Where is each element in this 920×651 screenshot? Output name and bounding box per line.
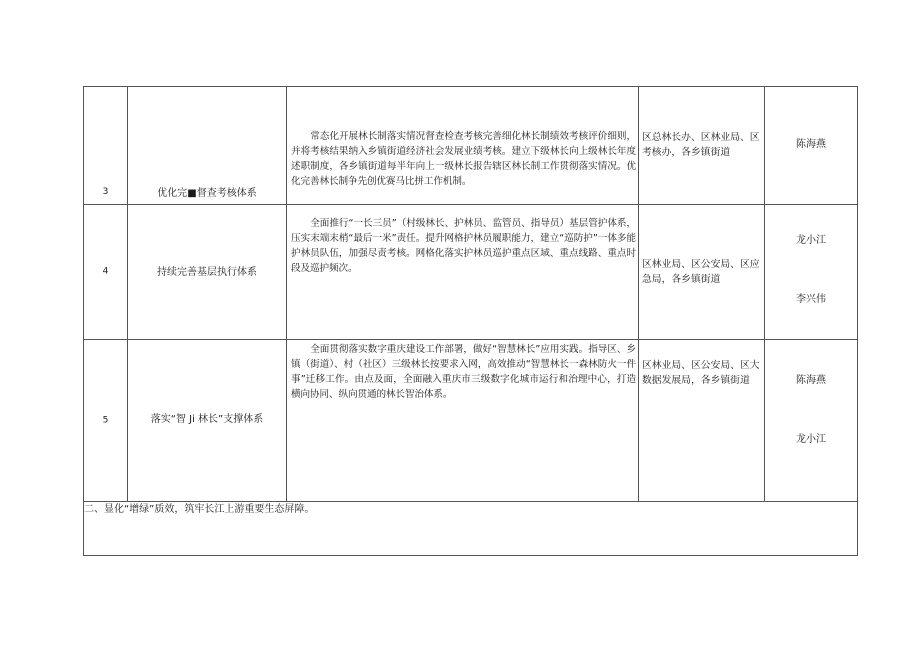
task-title: 落实“智 Ji 林长”支撑体系 <box>150 414 264 425</box>
row-number-cell <box>84 340 128 502</box>
table-row <box>84 87 858 205</box>
task-title-cell <box>128 340 287 502</box>
row-number: 3 <box>102 187 109 197</box>
task-description: 全面贯彻落实数字重庆建设工作部署，做好“智慧林长”应用实践。指导区、乡镇（街道）、村（社区）三级林长按要求入网，高效推动“智慧林长一森林防火一件事”迁移工作。由点及面，全面融入重庆市三级数字化城市运行和治理中心，打造横向协同、纵向贯通的林长智治体系。 <box>291 344 636 400</box>
responsible-person-cell <box>765 340 858 502</box>
section-heading-row <box>84 502 858 556</box>
task-title-cell <box>128 205 287 340</box>
responsible-person-cell <box>765 205 858 340</box>
responsible-dept: 区林业局、区公安局、区大数据发展局，各乡镇街道 <box>642 360 760 386</box>
responsible-person: 龙小江 <box>796 235 826 246</box>
responsible-dept: 区林业局、区公安局、区应急局，各乡镇街道 <box>642 259 760 285</box>
task-description: 常态化开展林长制落实情况督查检查考核完善细化林长制绩效考核评价细则，并将考核结果纳入乡镇街道经济社会发展业绩考核。建立下级林长向上级林长年度述职制度，各乡镇街道每半年向上一级林长报告辖区林长制工作贯彻落实情况。优化完善林长制争先创优赛马比拼工作机制。 <box>291 131 636 187</box>
responsible-person: 龙小江 <box>796 434 826 445</box>
table-row <box>84 205 858 340</box>
responsible-person: 李兴伟 <box>796 294 826 305</box>
row-number: 5 <box>102 415 109 425</box>
task-title-cell <box>128 87 287 205</box>
responsible-dept-cell <box>639 205 765 340</box>
responsible-dept-cell <box>639 87 765 205</box>
responsible-dept: 区总林长办、区林业局、区考核办，各乡镇街道 <box>642 132 760 158</box>
responsible-person: 陈海燕 <box>796 139 826 150</box>
table-row <box>84 340 858 502</box>
section-heading: 二、显化“增绿”质效，筑牢长江上游重要生态屏障。 <box>84 504 315 515</box>
responsible-person-cell <box>765 87 858 205</box>
section-heading-cell <box>84 502 858 556</box>
task-table <box>83 86 858 556</box>
row-number-cell <box>84 87 128 205</box>
row-number-cell <box>84 205 128 340</box>
task-description: 全面推行“一长三员”（村级林长、护林员、监管员、指导员）基层管护体系，压实末端末梢“最后一米”责任。提升网格护林员履职能力，建立“巡防护”一体多能护林员队伍，加强尽责考核。网格化落实护林员巡护重点区域、重点线路、重点时段及巡护频次。 <box>291 218 636 274</box>
responsible-dept-cell <box>639 340 765 502</box>
task-description-cell <box>287 340 639 502</box>
responsible-person: 陈海燕 <box>796 375 826 386</box>
row-number: 4 <box>102 266 109 277</box>
task-description-cell <box>287 205 639 340</box>
task-title: 优化完■督查考核体系 <box>157 188 257 199</box>
task-title: 持续完善基层执行体系 <box>157 267 257 278</box>
task-description-cell <box>287 87 639 205</box>
